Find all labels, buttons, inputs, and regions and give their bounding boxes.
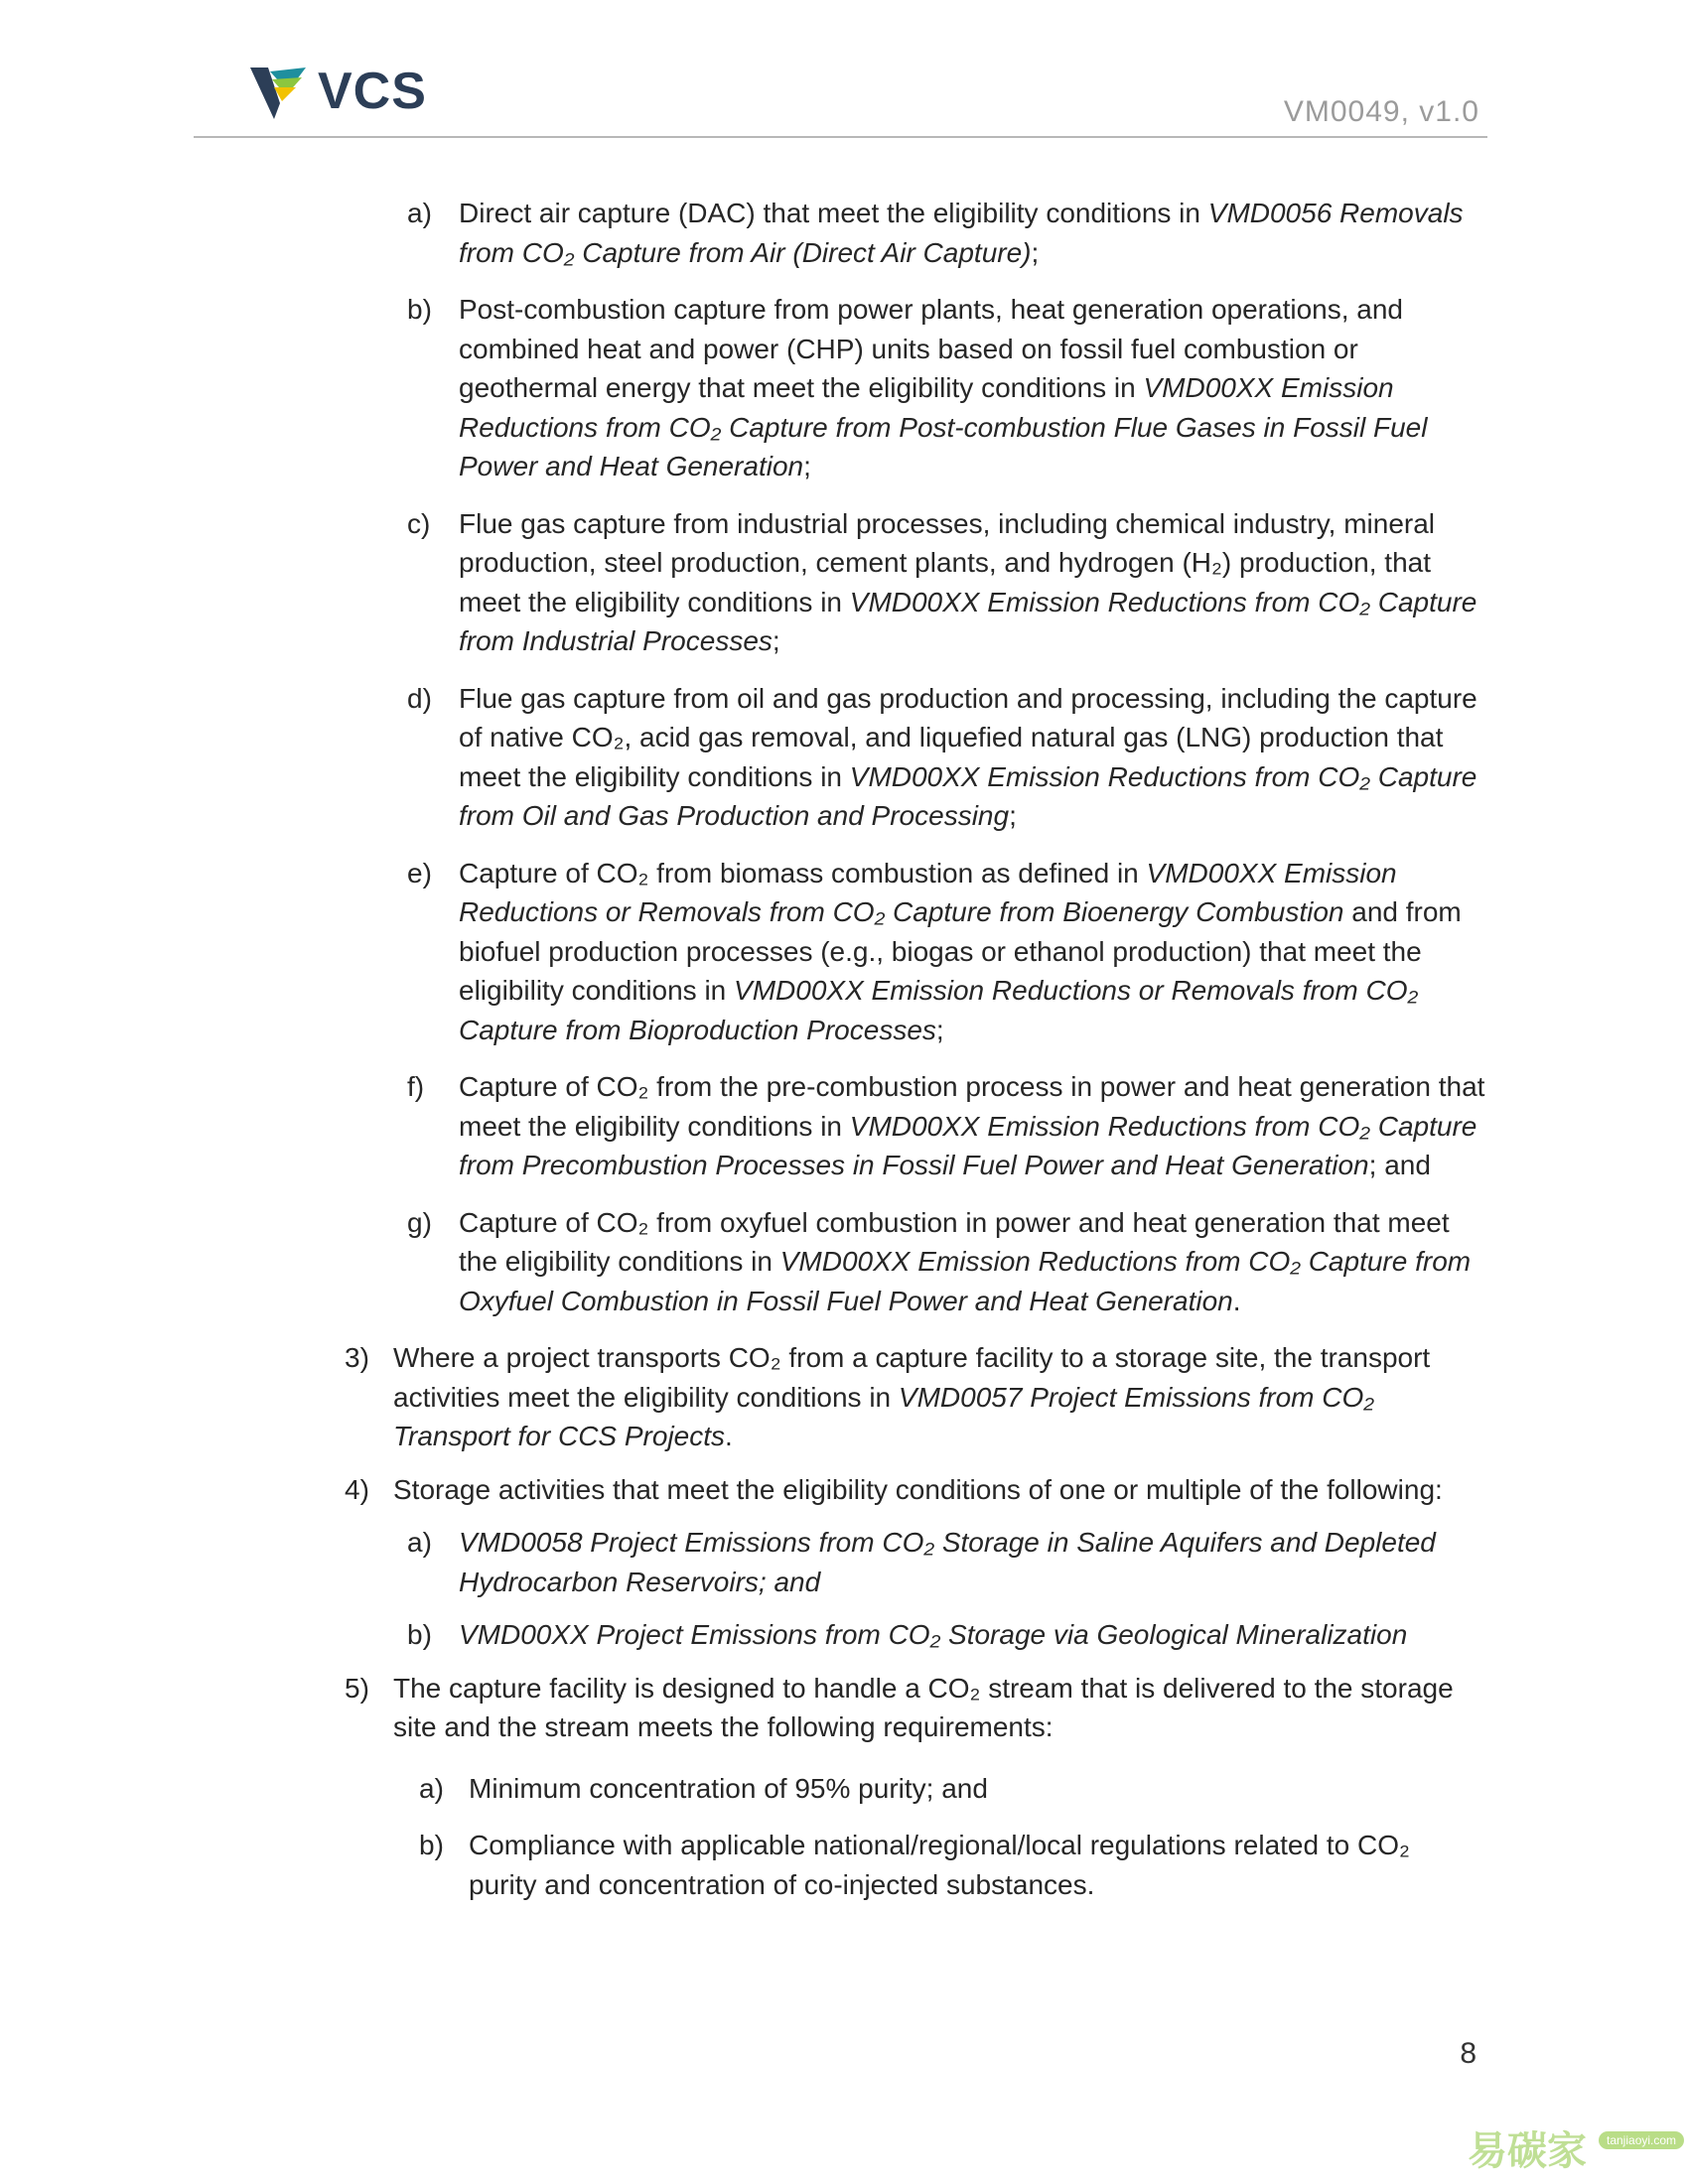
list-item <box>407 1615 1489 1655</box>
vcs-check-icon <box>248 62 308 121</box>
item-marker: g) <box>407 1206 432 1238</box>
numbered-item <box>345 1470 1479 1510</box>
item-text: Flue gas capture from oil and gas production and processing, including the capture of native CO₂, acid gas removal, and liquefied natural gas (LNG) production that meet the eligibility conditions in VMD00XX Emission Reductions from CO₂ Capture from Oil and Gas Production and Processing; <box>459 682 1477 831</box>
item-text: The capture facility is designed to handle a CO₂ stream that is delivered to the storage site and the stream meets the following requirements: <box>393 1672 1454 1742</box>
item-marker: d) <box>407 682 432 714</box>
list-item <box>407 1523 1489 1601</box>
item-text: Direct air capture (DAC) that meet the eligibility conditions in VMD0056 Removals from CO₂ Capture from Air (Direct Air Capture); <box>459 198 1464 268</box>
logo-text: VCS <box>318 63 427 120</box>
header-divider <box>194 136 1487 138</box>
item-text: VMD00XX Project Emissions from CO₂ Storage via Geological Mineralization <box>459 1619 1408 1650</box>
list-item <box>419 1826 1481 1904</box>
item-text: Post-combustion capture from power plants, heat generation operations, and combined heat and power (CHP) units based on fossil fuel combustion or geothermal energy that meet the eligibility conditions in VMD00XX Emission Reductions from CO₂ Capture from Post-combustion Flue Gases in Fossil Fuel Power and Heat Generation; <box>459 294 1428 481</box>
list-item <box>407 194 1489 272</box>
watermark-text: 易碳家 <box>1468 2129 1587 2173</box>
item-marker: a) <box>419 1772 444 1804</box>
item-text: Capture of CO₂ from oxyfuel combustion in power and heat generation that meet the eligibility conditions in VMD00XX Emission Reductions from CO₂ Capture from Oxyfuel Combustion in Fossil Fuel Power and Heat Generation. <box>459 1206 1472 1316</box>
item-marker: a) <box>407 198 432 228</box>
item-marker: b) <box>407 1619 432 1650</box>
watermark-url: tanjiaoyi.com <box>1599 2131 1684 2149</box>
item-text: Storage activities that meet the eligibility conditions of one or multiple of the following: <box>393 1473 1443 1505</box>
item-text: Where a project transports CO₂ from a capture facility to a storage site, the transport activities meet the eligibility conditions in VMD0057 Project Emissions from CO₂ Transport for CCS Projects. <box>393 1342 1431 1451</box>
numbered-item <box>345 1338 1479 1456</box>
watermark <box>1468 2119 1676 2174</box>
item-text: Capture of CO₂ from biomass combustion as defined in VMD00XX Emission Reductions or Removals from CO₂ Capture from Bioenergy Combustion and from biofuel production processes (e.g., biogas or ethanol production) that meet the eligibility conditions in VMD00XX Emission Reductions or Removals from CO₂ Capture from Bioproduction Processes; <box>459 857 1462 1045</box>
item-number: 5) <box>345 1672 369 1704</box>
item-text: Minimum concentration of 95% purity; and <box>469 1772 988 1804</box>
item-number: 3) <box>345 1342 369 1373</box>
item-text: Flue gas capture from industrial processes, including chemical industry, mineral production, steel production, cement plants, and hydrogen (H₂) production, that meet the eligibility conditions in VMD00XX Emission Reductions from CO₂ Capture from Industrial Processes; <box>459 507 1477 656</box>
item-number: 4) <box>345 1473 369 1505</box>
list-item <box>407 290 1489 486</box>
list-item <box>407 854 1489 1050</box>
list-item <box>407 679 1489 836</box>
item-text: Capture of CO₂ from the pre-combustion process in power and heat generation that meet the eligibility conditions in VMD00XX Emission Reductions from CO₂ Capture from Precombustion Processes in Fossil Fuel Power and Heat Generation; and <box>459 1071 1485 1180</box>
item-marker: f) <box>407 1071 425 1102</box>
document-body <box>0 194 1688 1922</box>
page-number: 8 <box>1460 2037 1477 2070</box>
page-header <box>0 0 1688 144</box>
list-item <box>419 1769 1481 1809</box>
item-marker: e) <box>407 857 432 888</box>
item-marker: b) <box>407 294 432 325</box>
list-item <box>407 504 1489 661</box>
item-marker: c) <box>407 507 431 539</box>
numbered-item <box>345 1669 1479 1747</box>
item-marker: a) <box>407 1527 432 1558</box>
item-text: VMD0058 Project Emissions from CO₂ Storage in Saline Aquifers and Depleted Hydrocarbon Reservoirs; and <box>459 1527 1436 1597</box>
document-id: VM0049, v1.0 <box>1283 95 1479 128</box>
list-item <box>407 1203 1489 1321</box>
item-text: Compliance with applicable national/regional/local regulations related to CO₂ purity and concentration of co-injected substances. <box>469 1830 1410 1900</box>
item-marker: b) <box>419 1830 444 1860</box>
list-item <box>407 1067 1489 1185</box>
